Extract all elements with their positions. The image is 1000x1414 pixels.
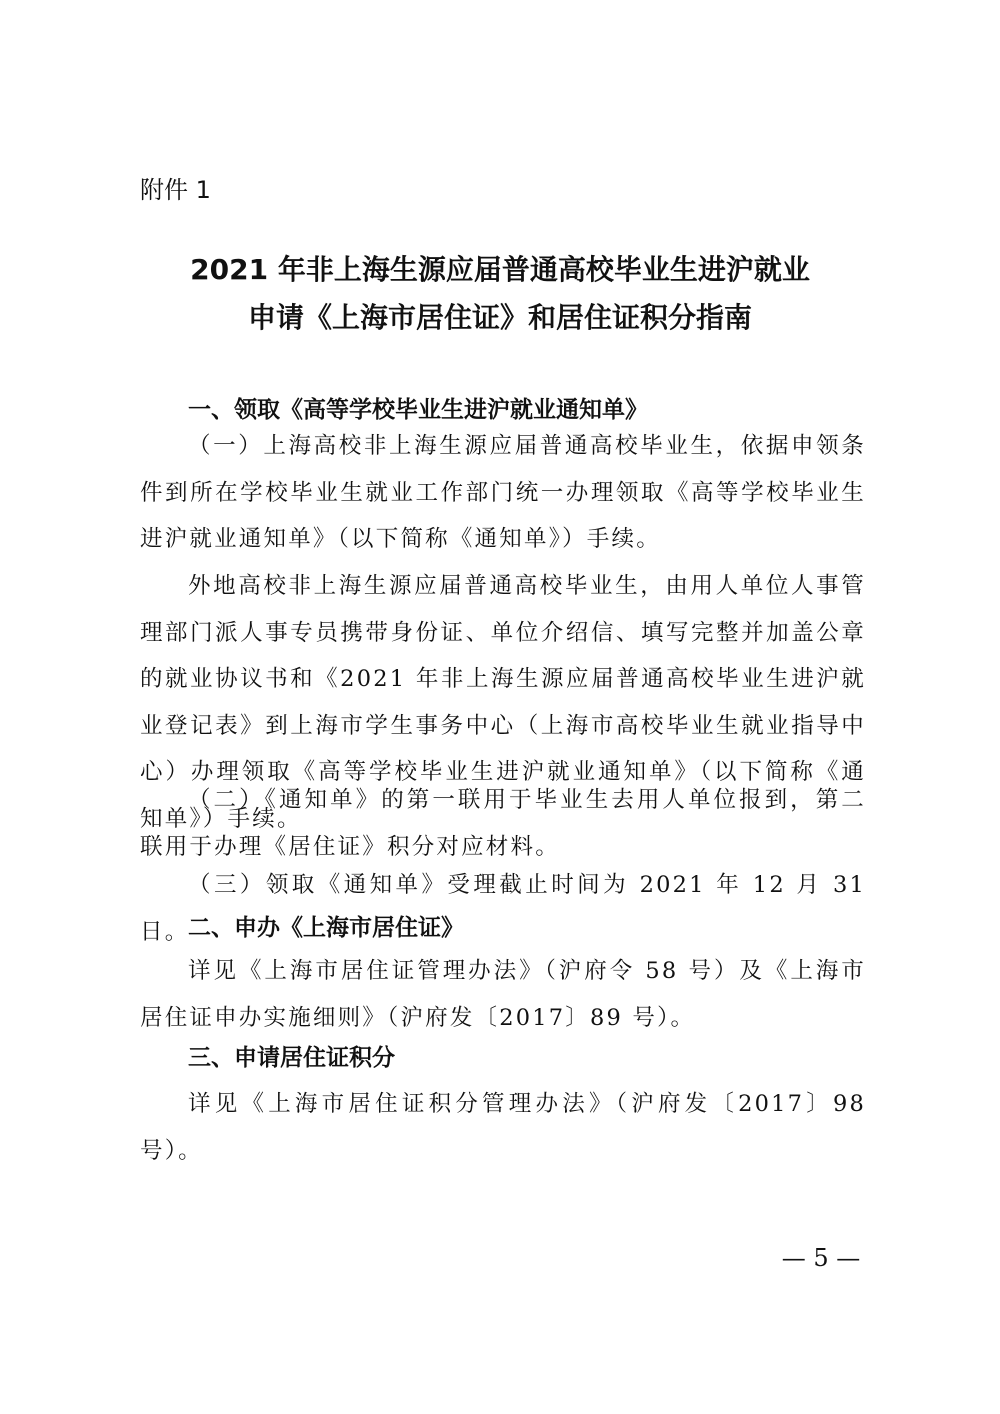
- section-2-heading: 二、申办《上海市居住证》: [188, 915, 464, 941]
- page-number: — 5 —: [781, 1244, 861, 1272]
- section-3-paragraph-1: 详见《上海市居住证积分管理办法》（沪府发〔2017〕98 号）。: [140, 1091, 866, 1164]
- section-1-paragraph-3: （二）《通知单》的第一联用于毕业生去用人单位报到，第二联用于办理《居住证》积分对应材料。: [140, 787, 866, 860]
- section-3-heading: 三、申请居住证积分: [188, 1045, 395, 1071]
- document-title-line-1: 2021 年非上海生源应届普通高校毕业生进沪就业: [190, 253, 810, 286]
- section-1-paragraph-1: （一）上海高校非上海生源应届普通高校毕业生，依据申领条件到所在学校毕业生就业工作部门统一办理领取《高等学校毕业生进沪就业通知单》（以下简称《通知单》）手续。: [140, 433, 866, 552]
- section-1-heading: 一、领取《高等学校毕业生进沪就业通知单》: [188, 397, 648, 423]
- section-1-paragraph-2: 外地高校非上海生源应届普通高校毕业生，由用人单位人事管理部门派人事专员携带身份证、单位介绍信、填写完整并加盖公章的就业协议书和《2021 年非上海生源应届普通高校毕业生进沪就业登记表》到上海市学生事务中心（上海市高校毕业生就业指导中心）办理领取《高等学校毕业生进沪就业通知单》（以下简称《通知单》）手续。: [140, 573, 866, 832]
- section-1-paragraph-4: （三）领取《通知单》受理截止时间为 2021 年 12 月 31 日。: [140, 872, 866, 945]
- document-title-line-2: 申请《上海市居住证》和居住证积分指南: [247, 301, 752, 334]
- section-2-paragraph-1: 详见《上海市居住证管理办法》（沪府令 58 号）及《上海市居住证申办实施细则》（沪府发〔2017〕89 号）。: [140, 958, 866, 1031]
- attachment-label: 附件 1: [140, 176, 211, 204]
